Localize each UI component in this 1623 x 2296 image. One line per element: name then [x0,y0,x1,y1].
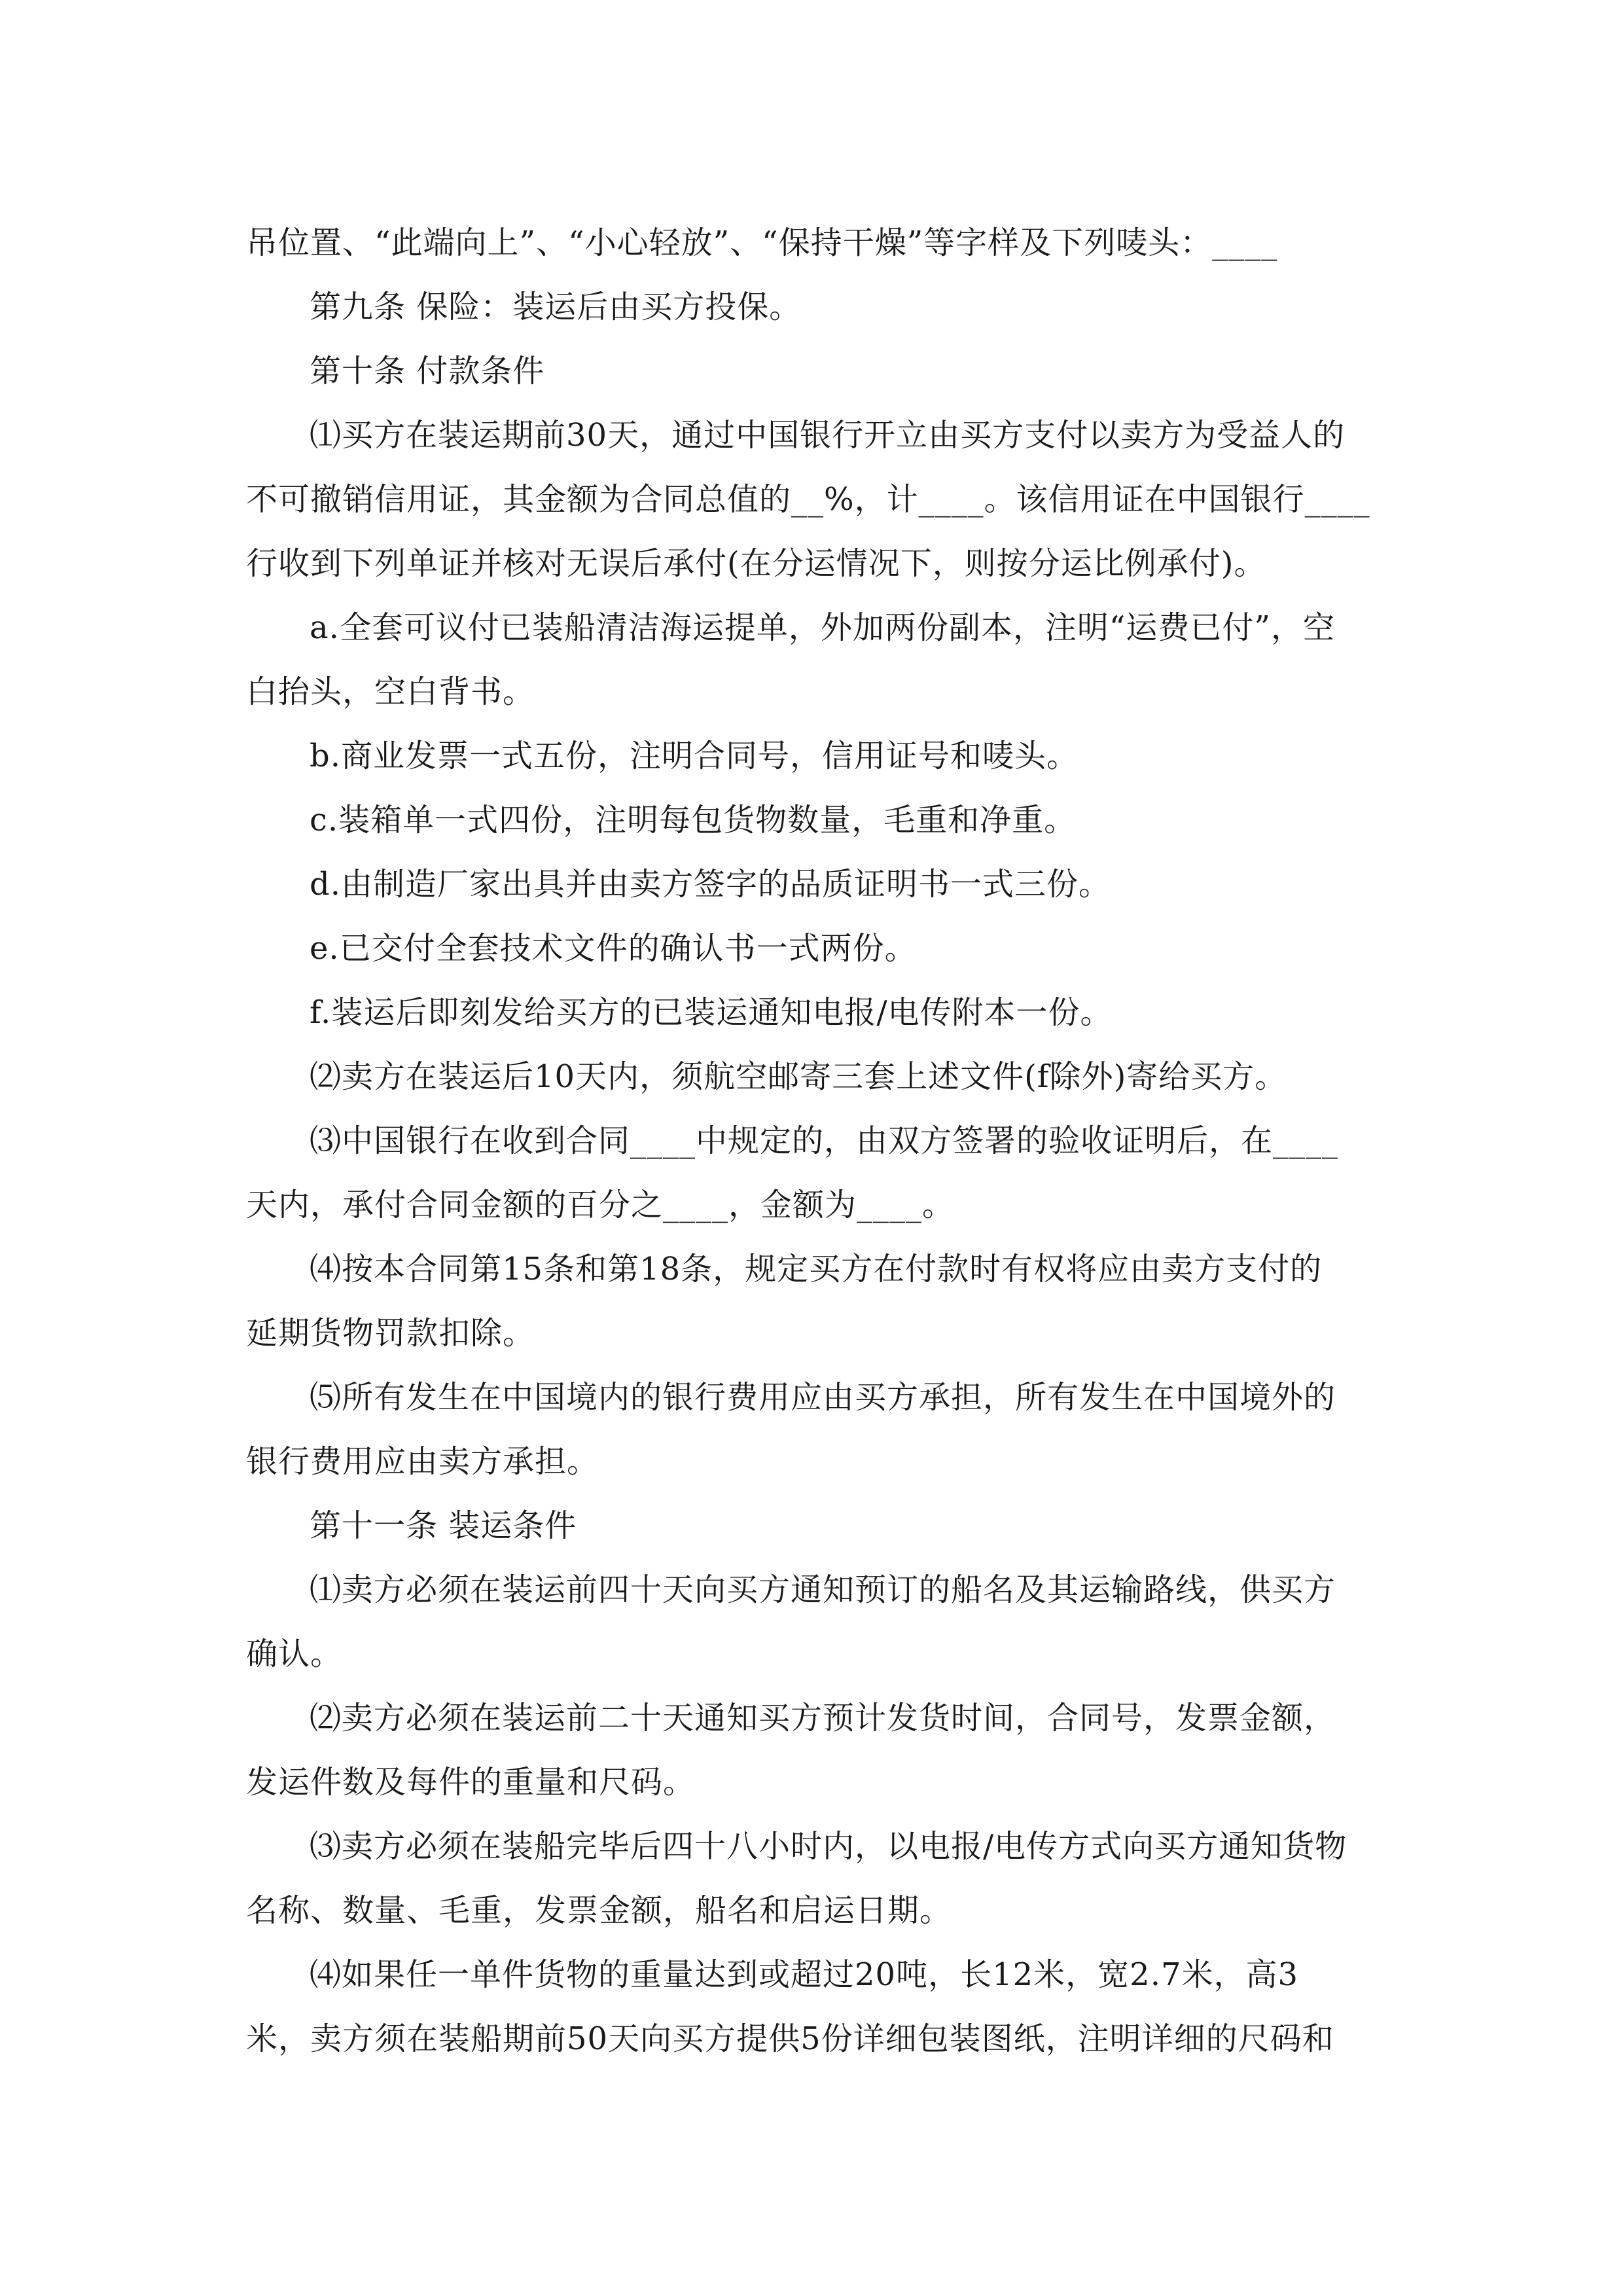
text-line: ⑵卖方在装运后10天内，须航空邮寄三套上述文件(f除外)寄给买方。 [310,1058,1287,1095]
text-line: 吊位置、“此端向上”、“小心轻放”、“保持干燥”等字样及下列唛头：____ [246,224,1278,261]
text-line: ⑶中国银行在收到合同____中规定的，由双方签署的验收证明后，在____ [310,1122,1339,1159]
section-heading: 第十一条 装运条件 [310,1507,577,1544]
text-line: 行收到下列单证并核对无误后承付(在分运情况下，则按分运比例承付)。 [246,545,1266,582]
text-line: c.装箱单一式四份，注明每包货物数量，毛重和净重。 [310,802,1077,838]
text-line: 名称、数量、毛重，发票金额，船名和启运日期。 [246,1892,952,1929]
text-line: 发运件数及每件的重量和尺码。 [246,1764,696,1801]
text-line: f.装运后即刻发给买方的已装运通知电报/电传附本一份。 [310,994,1113,1031]
document-page [246,211,1377,2071]
text-line: 天内，承付合同金额的百分之____，金额为____。 [246,1187,955,1223]
text-line: ⑶卖方必须在装船完毕后四十八小时内，以电报/电传方式向买方通知货物 [310,1828,1347,1865]
text-line: 延期货物罚款扣除。 [246,1315,535,1352]
text-line: 不可撤销信用证，其金额为合同总值的__%，计____。该信用证在中国银行____ [246,481,1370,518]
text-line: ⑷按本合同第15条和第18条，规定买方在付款时有权将应由卖方支付的 [310,1251,1323,1287]
text-line: e.已交付全套技术文件的确认书一式两份。 [310,930,917,967]
text-line: 白抬头，空白背书。 [246,673,535,710]
text-line: 确认。 [246,1636,343,1672]
text-line: 米，卖方须在装船期前50天向买方提供5份详细包装图纸，注明详细的尺码和 [246,2020,1334,2057]
text-line: ⑸所有发生在中国境内的银行费用应由买方承担，所有发生在中国境外的 [310,1379,1336,1416]
text-line: d.由制造厂家出具并由卖方签字的品质证明书一式三份。 [310,866,1111,903]
text-line: 第九条 保险：装运后由买方投保。 [310,289,802,325]
text-line: ⑴卖方必须在装运前四十天向买方通知预订的船名及其运输路线，供买方 [310,1571,1336,1608]
text-line: ⑴买方在装运期前30天，通过中国银行开立由买方支付以卖方为受益人的 [310,417,1346,454]
text-line: ⑵卖方必须在装运前二十天通知买方预计发货时间，合同号，发票金额， [310,1700,1336,1736]
text-line: a.全套可议付已装船清洁海运提单，外加两份副本，注明“运费已付”，空 [310,609,1335,646]
section-heading: 第十条 付款条件 [310,353,545,389]
text-line: ⑷如果任一单件货物的重量达到或超过20吨，长12米，宽2.7米，高3 [310,1956,1299,1993]
text-line: 银行费用应由卖方承担。 [246,1443,599,1480]
text-line: b.商业发票一式五份，注明合同号，信用证号和唛头。 [310,738,1079,774]
